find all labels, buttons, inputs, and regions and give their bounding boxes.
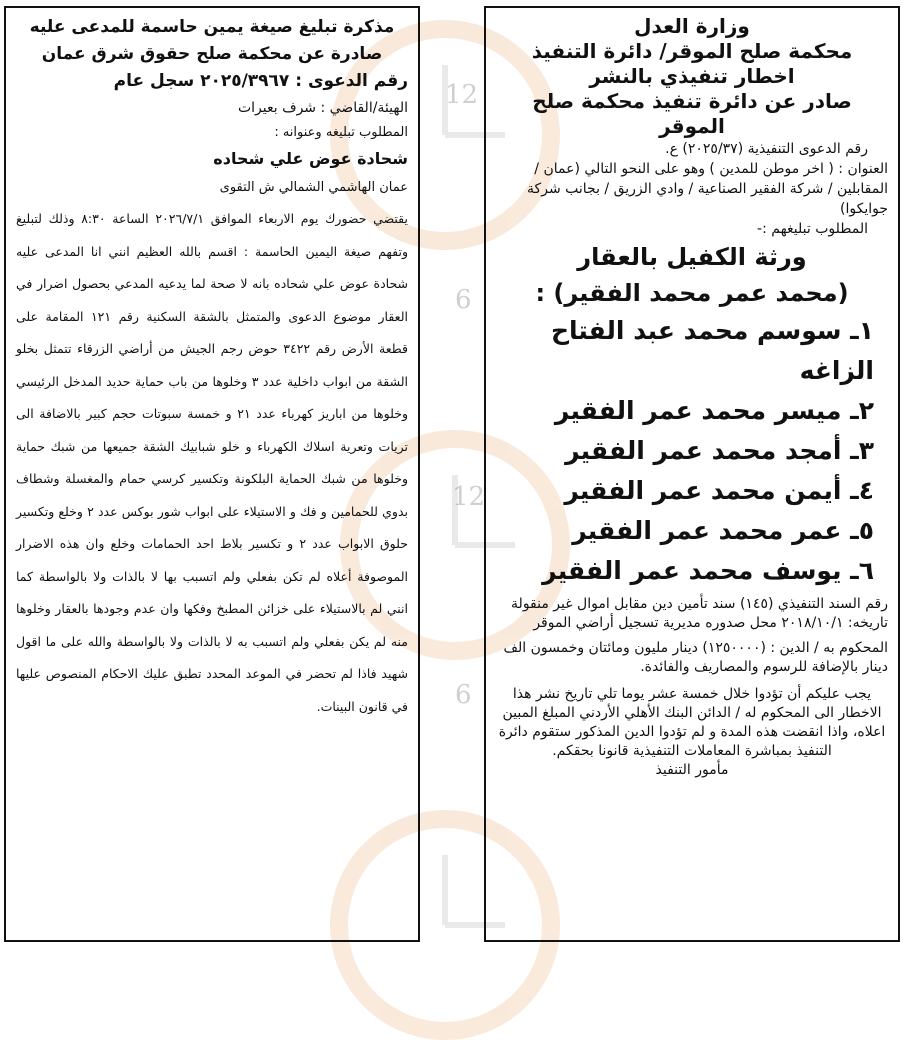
- watermark-clock-numeral: 12: [445, 80, 479, 110]
- bond-info: رقم السند التنفيذي (١٤٥) سند تأمين دين مقابل اموال غير منقولة تاريخه: ٢٠١٨/١٠/١ محل صدوره مديرية تسجيل أراضي الموقر: [511, 596, 888, 631]
- left-defendant-name: شحادة عوض علي شحاده: [213, 149, 408, 168]
- left-notice-subtitle: صادرة عن محكمة صلح حقوق شرق عمان: [41, 44, 383, 64]
- heir-item: ٤ـ أيمن محمد عمر الفقير: [564, 476, 874, 505]
- guarantor-name: (محمد عمر محمد الفقير) :: [535, 279, 849, 307]
- heir-item: ٣ـ أمجد محمد عمر الفقير: [565, 436, 874, 465]
- heirs-list: [496, 311, 888, 591]
- left-notice-title: مذكرة تبليغ صيغة يمين حاسمة للمدعى عليه: [29, 17, 395, 37]
- amount-info: المحكوم به / الدين : (١٢٥٠٠٠٠) دينار مليون ومائتان وخمسون الف دينار بالإضافة للرسوم والمصاريف والفائدة.: [503, 640, 888, 675]
- left-judge: الهيئة/القاضي : شرف بعيرات: [237, 100, 408, 116]
- heir-item: ٦ـ يوسف محمد عمر الفقير: [542, 556, 874, 585]
- left-case-number: رقم الدعوى : ٢٠٢٥/٣٩٦٧ سجل عام: [113, 71, 408, 91]
- court-title: محكمة صلح الموقر/ دائرة التنفيذ: [531, 39, 853, 63]
- heirs-title: ورثة الكفيل بالعقار: [577, 243, 807, 271]
- right-notify-label: المطلوب تبليغهم :-: [757, 221, 868, 237]
- left-notify-label: المطلوب تبليغه وعنوانه :: [274, 125, 408, 140]
- left-address: عمان الهاشمي الشمالي ش التقوى: [219, 180, 408, 195]
- heir-item: ٥ـ عمر محمد عمر الفقير: [572, 516, 874, 545]
- heir-item: ١ـ سوسم محمد عبد الفتاح الزاغه: [550, 316, 874, 385]
- right-address: العنوان : ( اخر موطن للمدين ) وهو على النحو التالي (عمان / المقابلين / شركة الفقير الصناعية / وادي الزريق / بجانب شركة جوايكوا): [527, 161, 888, 217]
- warning-text: يجب عليكم أن تؤدوا خلال خمسة عشر يوما تلي تاريخ نشر هذا الاخطار الى المحكوم له / الدائن البنك الأهلي الأردني المبلغ المبين اعلاه، واذا انقضت هذه المدة و لم تؤدوا الدين المذكور ستقوم دائرة التنفيذ بمباشرة المعاملات التنفيذية قانونا بحقكم.: [498, 686, 886, 759]
- signature: مأمور التنفيذ: [655, 762, 729, 778]
- right-case-number: رقم الدعوى التنفيذية (٢٠٢٥/٣٧) ع.: [665, 141, 868, 157]
- left-body-text: يقتضي حضورك يوم الاربعاء الموافق ٢٠٢٦/٧/١ الساعة ٨:٣٠ وذلك لتبليغ وتفهم صيغة اليمين الحاسمة : اقسم بالله العظيم انني انا المدعى عليه شحادة عوض علي شحاده بانه لا صحة لما يدعيه المدعي بحصول اضرار في العقار موضوع الدعوى والمتمثل بالشقة السكنية رقم ١٢١ المقامة على قطعة الأرض رقم ٣٤٢٢ حوض رجم الجيش من أراضي الزرقاء تتمثل بخلو الشقة من ابواب داخلية عدد ٣ وخلوها من باب حماية حديد المدخل الرئيسي وخلوها من اباريز كهرباء عدد ٢١ و خمسة سبوتات حجم كبير بالاضافة الى تريات وتعرية اسلاك الكهرباء و خلو شبابيك الشقة جميعها من شبك حماية وخلوها من شبك الحماية البلكونة وتكسير كرسي حمام والمغسلة وشطاف بدوي للحمامين و فك و الاستيلاء على ابواب شور بوكس عدد ٢ وخلع وتكسير حلوق الابواب عدد ٢ و تكسير بلاط احد الحمامات وخلع وان هذه الاضرار الموصوفة أعلاه لم تكن بفعلي ولم اتسبب بها لا بالذات ولا بالواسطة كما انني لم بالاستيلاء على خزائن المطبخ وفكها وان عدم وجودها بالعقار وخلوها منه لم يكن بفعلي ولم اتسبب به لا بالذات ولا بالواسطة والله على ما اقول شهيد فاذا لم تحضر في الموعد المحدد تطبق عليك الاحكام المنصوص عليها في قانون البينات.: [16, 211, 409, 714]
- right-notice: [484, 6, 900, 942]
- left-notice: [4, 6, 420, 942]
- heir-item: ٢ـ ميسر محمد عمر الفقير: [554, 396, 874, 425]
- watermark-clock-numeral: 6: [455, 285, 472, 315]
- ministry-title: وزارة العدل: [634, 14, 750, 38]
- issuer: صادر عن دائرة تنفيذ محكمة صلح الموقر: [532, 89, 852, 138]
- watermark-clock-numeral: 6: [455, 680, 472, 710]
- watermark-clock-numeral: 12: [452, 482, 486, 512]
- notice-type: اخطار تنفيذي بالنشر: [589, 64, 795, 88]
